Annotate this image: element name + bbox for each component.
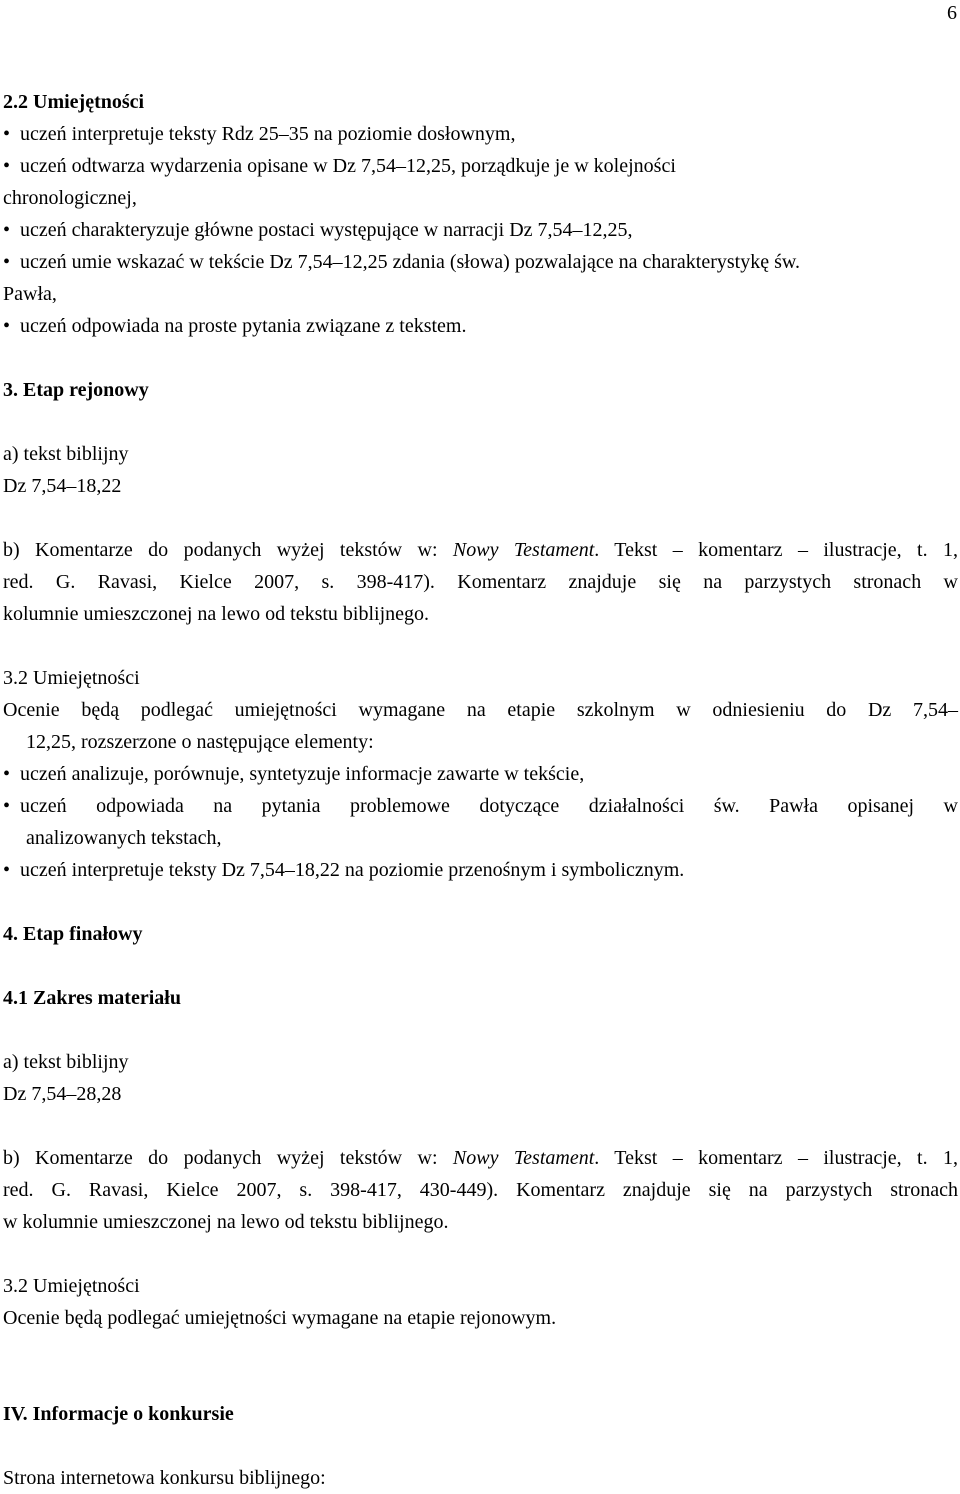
section-heading-3: 3. Etap rejonowy [3,379,149,401]
skills-intro-continuation: 12,25, rozszerzone o następujące elementy: [26,731,374,753]
section-heading-2-2: 2.2 Umiejętności [3,91,145,113]
section-heading-3-2: 3.2 Umiejętności [3,667,140,689]
commentary-line: b) Komentarze do podanych wyżej tekstów w: Nowy Testament. Tekst – komentarz – ilustracje, t. 1, [3,539,959,561]
list-item-continuation: chronologicznej, [3,187,137,209]
book-title: Nowy Testament [452,539,595,561]
list-item: • uczeń interpretuje teksty Rdz 25–35 na poziomie dosłownym, [3,118,958,150]
list-item: • uczeń odpowiada na pytania problemowe dotyczące działalności św. Pawła opisanej w [3,790,958,822]
commentary-line: w kolumnie umieszczonej na lewo od tekstu biblijnego. [3,1211,449,1233]
list-item: • uczeń analizuje, porównuje, syntetyzuje informacje zawarte w tekście, [3,758,958,790]
list-item: • uczeń interpretuje teksty Dz 7,54–18,22 na poziomie przenośnym i symbolicznym. [3,854,958,886]
bible-text-label: a) tekst biblijny [3,443,129,465]
document-body [3,86,958,1494]
section-heading-3-2: 3.2 Umiejętności [3,1275,140,1297]
page-number: 6 [947,2,957,24]
commentary-line: red. G. Ravasi, Kielce 2007, s. 398-417, 430-449). Komentarz znajduje się na parzystych stronach [3,1179,958,1201]
section-heading-4-1: 4.1 Zakres materiału [3,987,181,1009]
list-item: • uczeń charakteryzuje główne postaci występujące w narracji Dz 7,54–12,25, [3,214,958,246]
list-item-continuation: analizowanych tekstach, [26,827,222,849]
commentary-line: b) Komentarze do podanych wyżej tekstów w: Nowy Testament. Tekst – komentarz – ilustracje, t. 1, [3,1147,959,1169]
bible-text-reference: Dz 7,54–18,22 [3,475,122,497]
book-title: Nowy Testament [452,1147,595,1169]
list-item: • uczeń odpowiada na proste pytania związane z tekstem. [3,310,958,342]
skills-intro: Ocenie będą podlegać umiejętności wymagane na etapie szkolnym w odniesieniu do Dz 7,54– [3,699,958,721]
section-heading-4: 4. Etap finałowy [3,923,143,945]
bible-text-label: a) tekst biblijny [3,1051,129,1073]
website-label: Strona internetowa konkursu biblijnego: [3,1467,326,1489]
list-item: • uczeń odtwarza wydarzenia opisane w Dz 7,54–12,25, porządkuje je w kolejności [3,150,958,182]
commentary-line: kolumnie umieszczonej na lewo od tekstu biblijnego. [3,603,430,625]
commentary-line: red. G. Ravasi, Kielce 2007, s. 398-417). Komentarz znajduje się na parzystych stronach w [3,571,958,593]
skills-text: Ocenie będą podlegać umiejętności wymagane na etapie rejonowym. [3,1307,557,1329]
list-item-continuation: Pawła, [3,283,57,305]
list-item: • uczeń umie wskazać w tekście Dz 7,54–12,25 zdania (słowa) pozwalające na charakterystykę św. [3,246,958,278]
section-heading-iv: IV. Informacje o konkursie [3,1403,234,1425]
bible-text-reference: Dz 7,54–28,28 [3,1083,122,1105]
